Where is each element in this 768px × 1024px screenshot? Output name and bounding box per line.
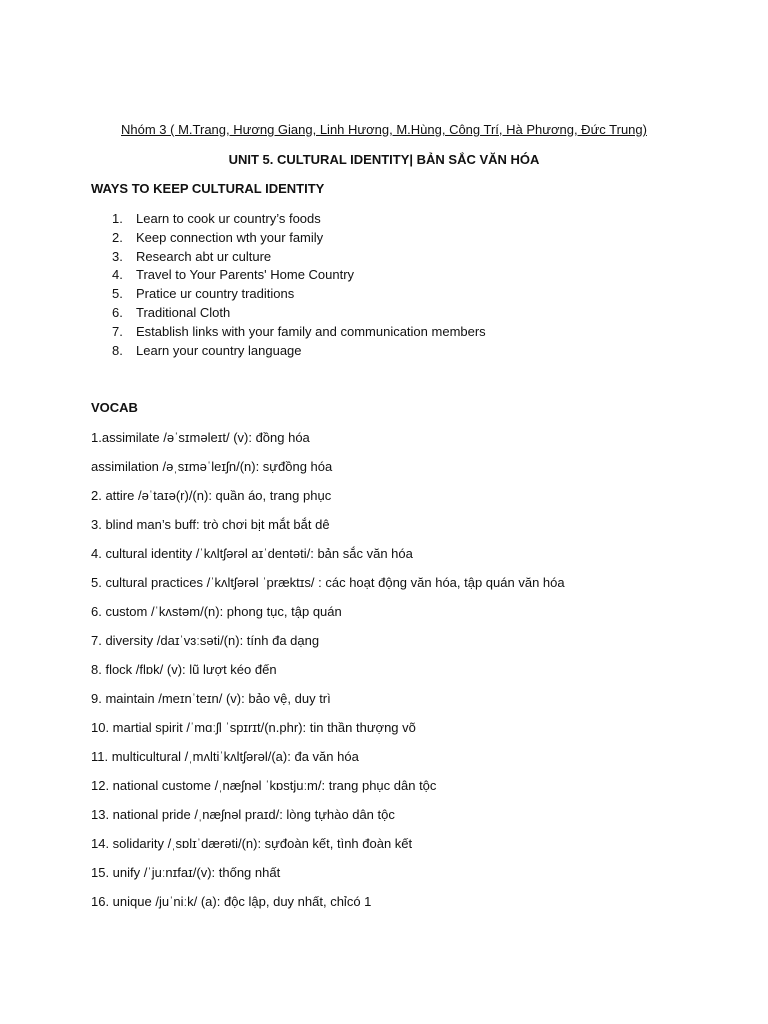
list-item <box>112 266 486 285</box>
ways-heading: WAYS TO KEEP CULTURAL IDENTITY <box>91 181 325 196</box>
vocab-entry: 11. multicultural /ˌmʌltiˈkʌltʃərəl/(a): đa văn hóa <box>91 749 359 764</box>
list-text: Learn to cook ur country’s foods <box>136 211 321 226</box>
list-item <box>112 285 486 304</box>
vocab-entry: assimilation /əˌsɪməˈleɪʃn/(n): sựđồng hóa <box>91 459 333 474</box>
vocab-entry: 2. attire /əˈtaɪə(r)/(n): quần áo, trang phục <box>91 488 332 503</box>
list-text: Research abt ur culture <box>136 248 272 264</box>
vocab-entry: 16. unique /juˈniːk/ (a): độc lập, duy nhất, chỉcó 1 <box>91 894 372 909</box>
list-item <box>112 248 486 267</box>
vocab-entry: 8. flock /flɒk/ (v): lũ lượt kéo đến <box>91 662 277 677</box>
vocab-entry: 14. solidarity /ˌsɒlɪˈdærəti/(n): sựđoàn kết, tình đoàn kết <box>91 836 413 851</box>
list-number: 5. <box>112 286 123 302</box>
vocab-entry: 12. national custome /ˌnæʃnəl ˈkɒstjuːm/: trang phục dân tộc <box>91 778 437 793</box>
vocab-entry: 3. blind man’s buff: trò chơi bịt mắt bắt dê <box>91 517 330 532</box>
list-item <box>112 304 486 323</box>
list-text: Traditional Cloth <box>136 304 231 320</box>
vocab-entry: 13. national pride /ˌnæʃnəl praɪd/: lòng tựhào dân tộc <box>91 807 395 822</box>
list-text: Establish links with your family and communication members <box>136 323 486 339</box>
list-text: Learn your country language <box>136 342 302 358</box>
list-text: Pratice ur country traditions <box>136 286 295 302</box>
list-number: 3. <box>112 248 123 264</box>
vocab-entry: 6. custom /ˈkʌstəm/(n): phong tục, tập quán <box>91 604 342 619</box>
list-number: 8. <box>112 342 123 358</box>
vocab-entry: 1.assimilate /əˈsɪməleɪt/ (v): đồng hóa <box>91 430 310 445</box>
list-item <box>112 323 486 342</box>
list-item <box>112 210 486 229</box>
list-item <box>112 342 486 361</box>
vocab-entry: 15. unify /ˈjuːnɪfaɪ/(v): thống nhất <box>91 865 281 880</box>
list-number: 6. <box>112 304 123 320</box>
unit-title: UNIT 5. CULTURAL IDENTITY| BẢN SẮC VĂN HÓA <box>228 152 540 167</box>
list-number: 2. <box>112 229 123 245</box>
vocab-entry: 5. cultural practices /ˈkʌltʃərəl ˈpræktɪs/ : các hoạt động văn hóa, tập quán văn hóa <box>91 575 565 590</box>
list-text: Travel to Your Parents' Home Country <box>136 267 355 283</box>
group-members-line: Nhóm 3 ( M.Trang, Hương Giang, Linh Hương, M.Hùng, Công Trí, Hà Phương, Đức Trung) <box>121 122 647 137</box>
vocab-entry: 10. martial spirit /ˈmɑːʃl ˈspɪrɪt/(n.phr): tin thần thượng võ <box>91 720 416 735</box>
vocab-entry: 7. diversity /daɪˈvɜːsəti/(n): tính đa dạng <box>91 633 320 648</box>
vocab-heading: VOCAB <box>91 400 138 415</box>
list-number: 4. <box>112 267 123 283</box>
list-item <box>112 229 486 248</box>
vocab-entry: 4. cultural identity /ˈkʌltʃərəl aɪˈdentəti/: bản sắc văn hóa <box>91 546 413 561</box>
ways-list <box>112 210 486 360</box>
list-text: Keep connection wth your family <box>136 229 324 245</box>
vocab-list <box>91 429 565 922</box>
list-number: 7. <box>112 323 123 339</box>
list-number: 1. <box>112 211 123 226</box>
vocab-entry: 9. maintain /meɪnˈteɪn/ (v): bảo vệ, duy trì <box>91 691 331 706</box>
